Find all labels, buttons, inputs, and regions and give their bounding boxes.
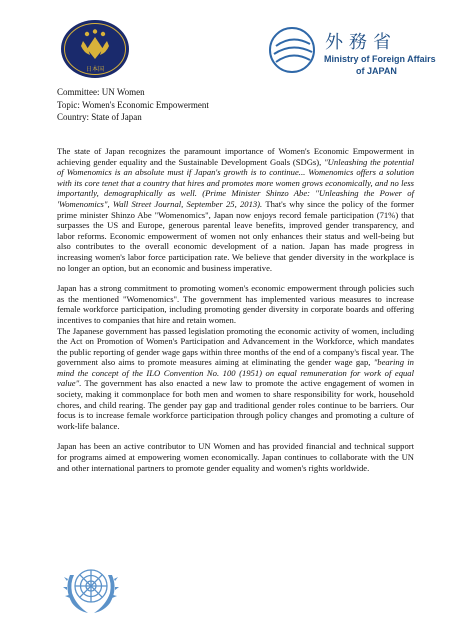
- paragraph-4: Japan has been an active contributor to UN Women and has provided financial and technical support for programs aimed at empowering women economically. Japan continues to collaborate with the UN and other international partners to promote gender equality and women's rights worldwide.: [57, 441, 414, 473]
- paragraph-3-rest: The government has also enacted a new law to promote the active engagement of women in society, making it commonplace for both men and women to share responsibility for work, household chores, and child rearing. The gender pay gap and traditional gender roles continue to be barriers. Our focus is to increase female workforce participation through policy changes and promoting a culture of work-life balance.: [57, 378, 415, 431]
- un-emblem-icon: [58, 555, 124, 621]
- paragraph-1: [57, 146, 414, 273]
- mofa-kanji: 外務省: [325, 32, 397, 53]
- japan-government-seal: [60, 19, 130, 79]
- mofa-globe-icon: [268, 26, 316, 74]
- paragraph-3-quote: "bearing in mind the concept of the ILO Convention No. 100 (1951) on equal remuneration for work of equal value".: [57, 357, 414, 389]
- paragraph-3: [57, 326, 414, 432]
- committee-line: Committee: UN Women: [57, 87, 145, 97]
- paragraph-2: Japan has a strong commitment to promoting women's economic empowerment through policies such as the mentioned "Womenomics". The government has implemented various measures to increase female workforce participation, including promoting gender diversity in corporate boards and offering incentives to companies that hire and retain women.: [57, 283, 414, 325]
- svg-text:日本国: 日本国: [85, 66, 105, 73]
- paragraph-1-lead: The state of Japan recognizes the paramount importance of Women's Economic Empowerment in achieving gender equality and the Sustainable Development Goals (SDGs),: [57, 146, 414, 167]
- paragraph-1-quote: "Unleashing the potential of Womenomics is an absolute must if Japan's growth is to continue... Womenomics offers a solution with its core tenet that a country that hires and promotes more women grows economically, and no less importantly, demographically as well. (Prime Minister Shinzo Abe: "Unleashing the Power of 'Womenomics", Wall Street Journal, September 25, 2013).: [57, 156, 414, 209]
- paragraph-1-rest: That's why since the policy of the former prime minister Shinzo Abe "Womenomics", Japan now enjoys record female participation (71%) that surpasses the US and Europe, generous parental leave benefits, improved gender transparency, and labor reforms. Economic empowerment of women not only enhances their status and well-being but also contributes to the overall economic development of a nation. Japan has made progress in increasing women's labor force participation rate. We believe that gender diversity in the workplace is no longer an option, but an economic and business imperative.: [57, 198, 414, 273]
- topic-line: Topic: Women's Economic Empowerment: [57, 99, 209, 110]
- paragraph-3-lead: The Japanese government has passed legislation promoting the economic activity of women, including the Act on Promotion of Women's Participation and Advancement in the Workforce, which mandates the public reporting of gender wage gaps within three months of the end of a company's fiscal year. The government also aims to promote measures aiming at eliminating the gender wage gap,: [57, 325, 414, 368]
- mofa-name-line2: of JAPAN: [356, 66, 397, 76]
- country-line: Country: State of Japan: [57, 112, 142, 122]
- document-meta: [57, 86, 209, 124]
- position-paper-body: [57, 146, 414, 483]
- mofa-name-line1: Ministry of Foreign Affairs: [324, 54, 436, 64]
